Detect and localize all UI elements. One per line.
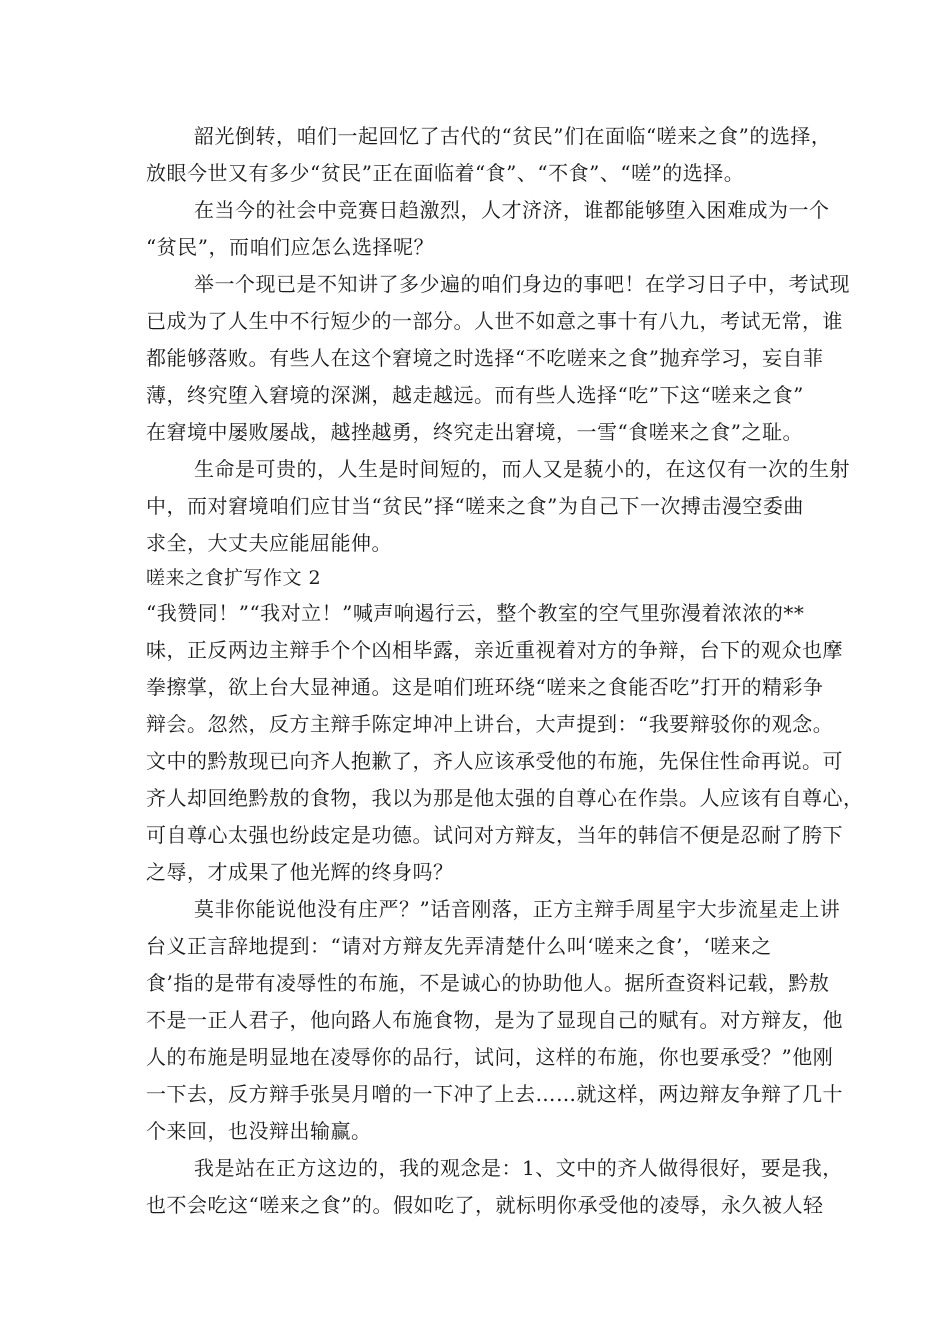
text-line: 之辱，才成果了他光辉的终身吗？ (146, 860, 454, 884)
text-line: “我赞同！”“我对立！”喊声响遏行云，整个教室的空气里弥漫着浓浓的** (146, 601, 805, 625)
section-heading: 嗟来之食扩写作文 2 (146, 567, 322, 589)
text-line: 放眼今世又有多少“贫民”正在面临着“食”、“不食”、“嗟”的选择。 (146, 161, 745, 185)
text-line: 辩会。忽然，反方主辩手陈定坤冲上讲台，大声提到：“我要辩驳你的观念。 (146, 712, 834, 736)
text-line: 拳擦掌，欲上台大显神通。这是咱们班环绕“嗟来之食能否吃”打开的精彩争 (146, 675, 824, 699)
text-line: 莫非你能说他没有庄严？”话音刚落，正方主辩手周星宇大步流星走上讲 (194, 897, 841, 921)
text-line: 生命是可贵的，人生是时间短的，而人又是藐小的，在这仅有一次的生射 (194, 457, 850, 481)
text-line: 可自尊心太强也纷歧定是功德。试问对方辩友，当年的韩信不便是忍耐了胯下 (146, 823, 843, 847)
text-line: 求全，大丈夫应能屈能伸。 (146, 531, 392, 555)
text-line: 已成为了人生中不行短少的一部分。人世不如意之事十有八九，考试无常，谁 (146, 309, 843, 333)
text-line: 中，而对窘境咱们应甘当“贫民”择“嗟来之食”为自己下一次搏击漫空委曲 (146, 494, 804, 518)
text-line: 齐人却回绝黔敖的食物，我以为那是他太强的自尊心在作祟。人应该有自尊心， (146, 786, 864, 810)
text-line: 在窘境中屡败屡战，越挫越勇，终究走出窘境，一雪“食嗟来之食”之耻。 (146, 420, 803, 444)
text-line: 文中的黔敖现已向齐人抱歉了，齐人应该承受他的布施，先保住性命再说。可 (146, 749, 843, 773)
text-line: 薄，终究堕入窘境的深渊，越走越远。而有些人选择“吃”下这“嗟来之食” (146, 383, 804, 407)
text-line: 我是站在正方这边的，我的观念是：1、文中的齐人做得很好，要是我， (194, 1156, 843, 1180)
text-line: 都能够落败。有些人在这个窘境之时选择“不吃嗟来之食”抛弃学习，妄自菲 (146, 346, 824, 370)
text-line: 不是一正人君子，他向路人布施食物，是为了显现自己的赋有。对方辩友，他 (146, 1008, 843, 1032)
text-line: “贫民”，而咱们应怎么选择呢？ (146, 235, 434, 259)
text-line: 人的布施是明显地在凌辱你的品行，试问，这样的布施，你也要承受？”他刚 (146, 1045, 834, 1069)
text-line: 举一个现已是不知讲了多少遍的咱们身边的事吧！在学习日子中，考试现 (194, 272, 850, 296)
text-line: 在当今的社会中竞赛日趋激烈，人才济济，谁都能够堕入困难成为一个 (194, 198, 830, 222)
text-line: 也不会吃这“嗟来之食”的。假如吃了，就标明你承受他的凌辱，永久被人轻 (146, 1193, 824, 1217)
text-line: 味，正反两边主辩手个个凶相毕露，亲近重视着对方的争辩，台下的观众也摩 (146, 638, 843, 662)
text-line: 个来回，也没辩出输赢。 (146, 1119, 372, 1143)
text-line: 食’指的是带有凌辱性的布施，不是诚心的协助他人。据所查资料记载，黔敖 (146, 971, 830, 995)
text-line: 一下去，反方辩手张昊月噌的一下冲了上去……就这样，两边辩友争辩了几十 (146, 1082, 843, 1106)
text-line: 台义正言辞地提到：“请对方辩友先弄清楚什么叫‘嗟来之食’，‘嗟来之 (146, 934, 772, 958)
text-line: 韶光倒转，咱们一起回忆了古代的“贫民”们在面临“嗟来之食”的选择， (194, 124, 832, 148)
